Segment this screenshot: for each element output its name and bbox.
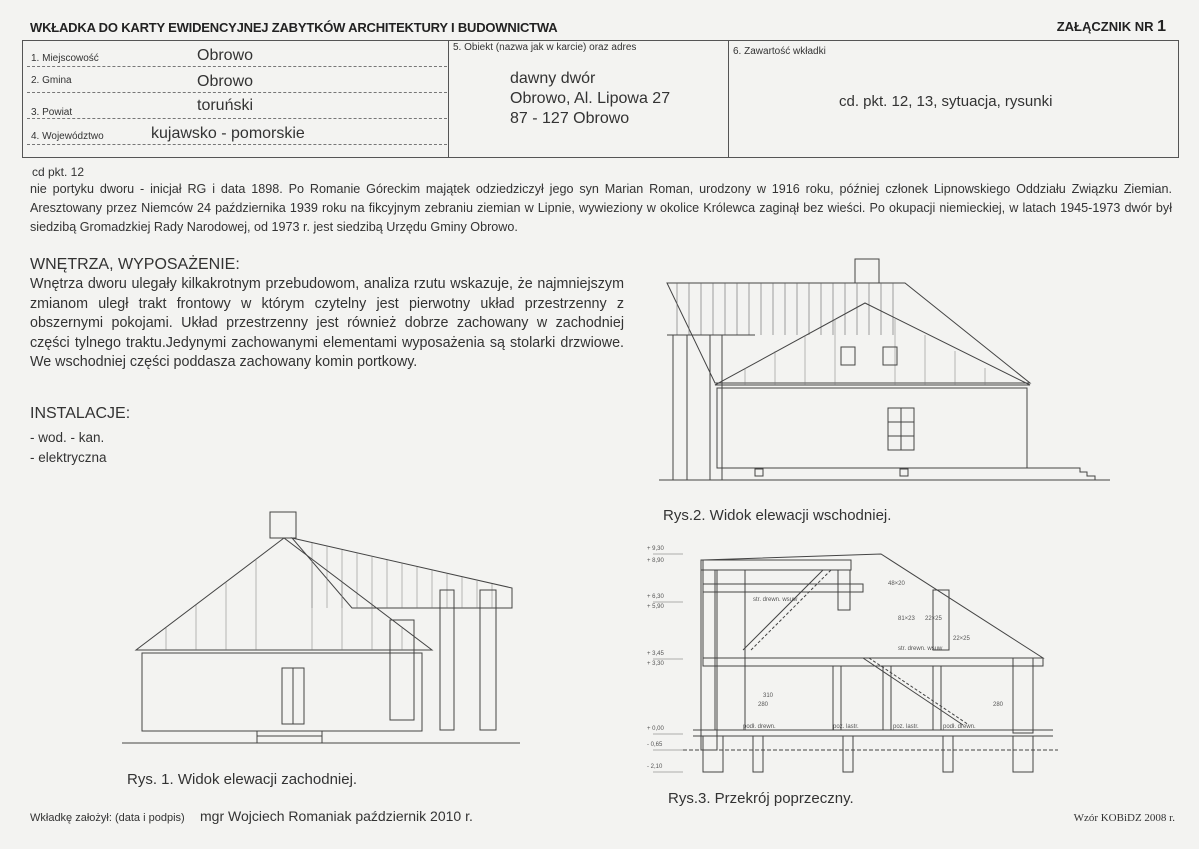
section-label-4: poz. lastr. <box>833 724 859 730</box>
cross-section-drawing <box>643 540 1063 790</box>
form-title: WKŁADKA DO KARTY EWIDENCYJNEJ ZABYTKÓW ARCHITEKTURY I BUDOWNICTWA <box>30 20 558 35</box>
gmina-value: Obrowo <box>197 73 254 90</box>
fig2-caption: Rys.2. Widok elewacji wschodniej. <box>663 507 892 524</box>
author-value: mgr Wojciech Romaniak październik 2010 r. <box>200 808 473 824</box>
wojewodztwo-label: 4. Województwo <box>31 131 104 142</box>
section-label-6: podł. drewn. <box>943 724 976 730</box>
powiat-value: toruński <box>197 97 254 114</box>
section-label-2: str. drewn. wsuw <box>898 646 943 652</box>
gmina-label: 2. Gmina <box>31 75 72 86</box>
section-label-5: poz. lastr. <box>893 724 919 730</box>
level-label-4: + 5,90 <box>647 604 664 610</box>
section-label-13: 280 <box>993 702 1004 708</box>
upper-ceiling-beam <box>701 560 851 570</box>
level-label-9: - 2,10 <box>647 764 663 770</box>
section-label-1: str. drewn. wsuw <box>753 597 798 603</box>
zawartosc-value: cd. pkt. 12, 13, sytuacja, rysunki <box>839 93 1053 110</box>
installations-heading: INSTALACJE: <box>30 405 131 422</box>
section-label-3: podł. drewn. <box>743 724 776 730</box>
level-label-1: + 9,30 <box>647 546 664 552</box>
west-steps <box>257 731 322 743</box>
east-roof-seams <box>677 283 893 335</box>
interiors-heading: WNĘTRZA, WYPOSAŻENIE: <box>30 256 240 273</box>
obiekt-address <box>510 69 670 129</box>
attachment-number: 1 <box>1157 18 1166 35</box>
attachment-label-text: ZAŁĄCZNIK NR <box>1056 19 1154 34</box>
portico-column-2 <box>710 335 722 480</box>
section-label-8: 81×23 <box>898 616 915 622</box>
installation-item-1: - wod. - kan. <box>30 430 105 445</box>
section-label-12: 280 <box>758 702 769 708</box>
dash-line-3 <box>27 118 447 119</box>
obiekt-line-2: Obrowo, Al. Lipowa 27 <box>510 90 671 107</box>
chimney <box>855 259 879 283</box>
east-steps <box>1027 468 1095 480</box>
miejscowosc-label: 1. Miejscowość <box>31 53 99 64</box>
history-paragraph: nie portyku dworu - inicjał RG i data 1898. Po Romanie Góreckim majątek odziedziczył jego syn Marian Roman, urodzony w 1916 roku, później członek Lipnowskiego Oddziału Związku Ziemian. Aresztowany przez Niemców 24 października 1939 roku na fikcyjnym zebraniu ziemian w Lipnie, wywieziony w okolice Królewca zaginął bez wieści. Po okupacji niemieckiej, w latach 1945-1973 dwór był siedzibą Gromadzkiej Rady Narodowej, od 1973 r. jest siedzibą Urzędu Gminy Obrowo. <box>30 182 1172 234</box>
divider-2 <box>728 41 729 157</box>
form-reference: Wzór KOBiDZ 2008 r. <box>1073 812 1175 824</box>
dash-line-4 <box>27 144 447 145</box>
level-label-3: + 6,30 <box>647 594 664 600</box>
west-column-2 <box>480 590 496 730</box>
section-label-11: 310 <box>763 693 774 699</box>
section-label-9: 22×25 <box>925 616 942 622</box>
level-label-7: + 0,00 <box>647 726 664 732</box>
level-label-6: + 3,30 <box>647 661 664 667</box>
miejscowosc-value: Obrowo <box>197 47 254 64</box>
interiors-paragraph: Wnętrza dworu ulegały kilkakrotnym przebudowom, analiza rzutu wskazuje, że najmniejszym zmianom uległ trakt frontowy w którym czytelny jest pierwotny układ przestrzenny z obszernymi pokojami. Układ przestrzenny jest również dobrze zachowany w zachodniej części tylnego traktu.Jedynymi zachowanymi elementami wyposażenia są stolarki drzwiowe. We wschodniej części poddasza zachowany komin portkowy. <box>30 276 624 371</box>
dash-line-1 <box>27 66 447 67</box>
level-label-5: + 3,45 <box>647 651 664 657</box>
wojewodztwo-value: kujawsko - pomorskie <box>151 125 305 142</box>
section-label-10: 22×25 <box>953 636 970 642</box>
cd-pkt-label: cd pkt. 12 <box>32 165 85 179</box>
chimney-west <box>270 512 296 538</box>
divider-1 <box>448 41 449 157</box>
zawartosc-label: 6. Zawartość wkładki <box>733 46 826 57</box>
powiat-label: 3. Powiat <box>31 107 73 118</box>
east-wall <box>717 388 1027 468</box>
author-label: Wkładkę założył: (data i podpis) <box>30 812 185 824</box>
obiekt-label: 5. Obiekt (nazwa jak w karcie) oraz adres <box>453 42 637 53</box>
level-label-2: + 8,90 <box>647 558 664 564</box>
west-gable <box>136 538 432 650</box>
west-column-1 <box>440 590 454 730</box>
east-roof-back <box>667 283 1030 383</box>
dash-line-2 <box>27 92 447 93</box>
portico-column-1 <box>673 335 687 480</box>
east-wall-section <box>1013 658 1033 733</box>
level-label-8: - 0,65 <box>647 742 663 748</box>
attic-window-1 <box>841 347 855 365</box>
mid-beam <box>703 584 863 592</box>
form-fields-box <box>22 40 1179 158</box>
obiekt-line-3: 87 - 127 Obrowo <box>510 110 630 127</box>
fig1-caption: Rys. 1. Widok elewacji zachodniej. <box>127 771 358 788</box>
fig3-caption: Rys.3. Przekrój poprzeczny. <box>668 790 854 807</box>
east-elevation-drawing <box>655 255 1115 495</box>
knee-wall <box>838 570 850 610</box>
stair-upper <box>743 570 823 650</box>
stair-lower <box>863 658 963 725</box>
east-gable <box>715 303 1030 385</box>
obiekt-line-1: dawny dwór <box>510 70 596 87</box>
west-wall-section <box>715 570 745 730</box>
section-label-7: 48×20 <box>888 581 905 587</box>
installation-item-2: - elektryczna <box>30 450 107 465</box>
west-elevation-drawing <box>122 508 522 758</box>
attachment-label <box>1057 18 1166 36</box>
